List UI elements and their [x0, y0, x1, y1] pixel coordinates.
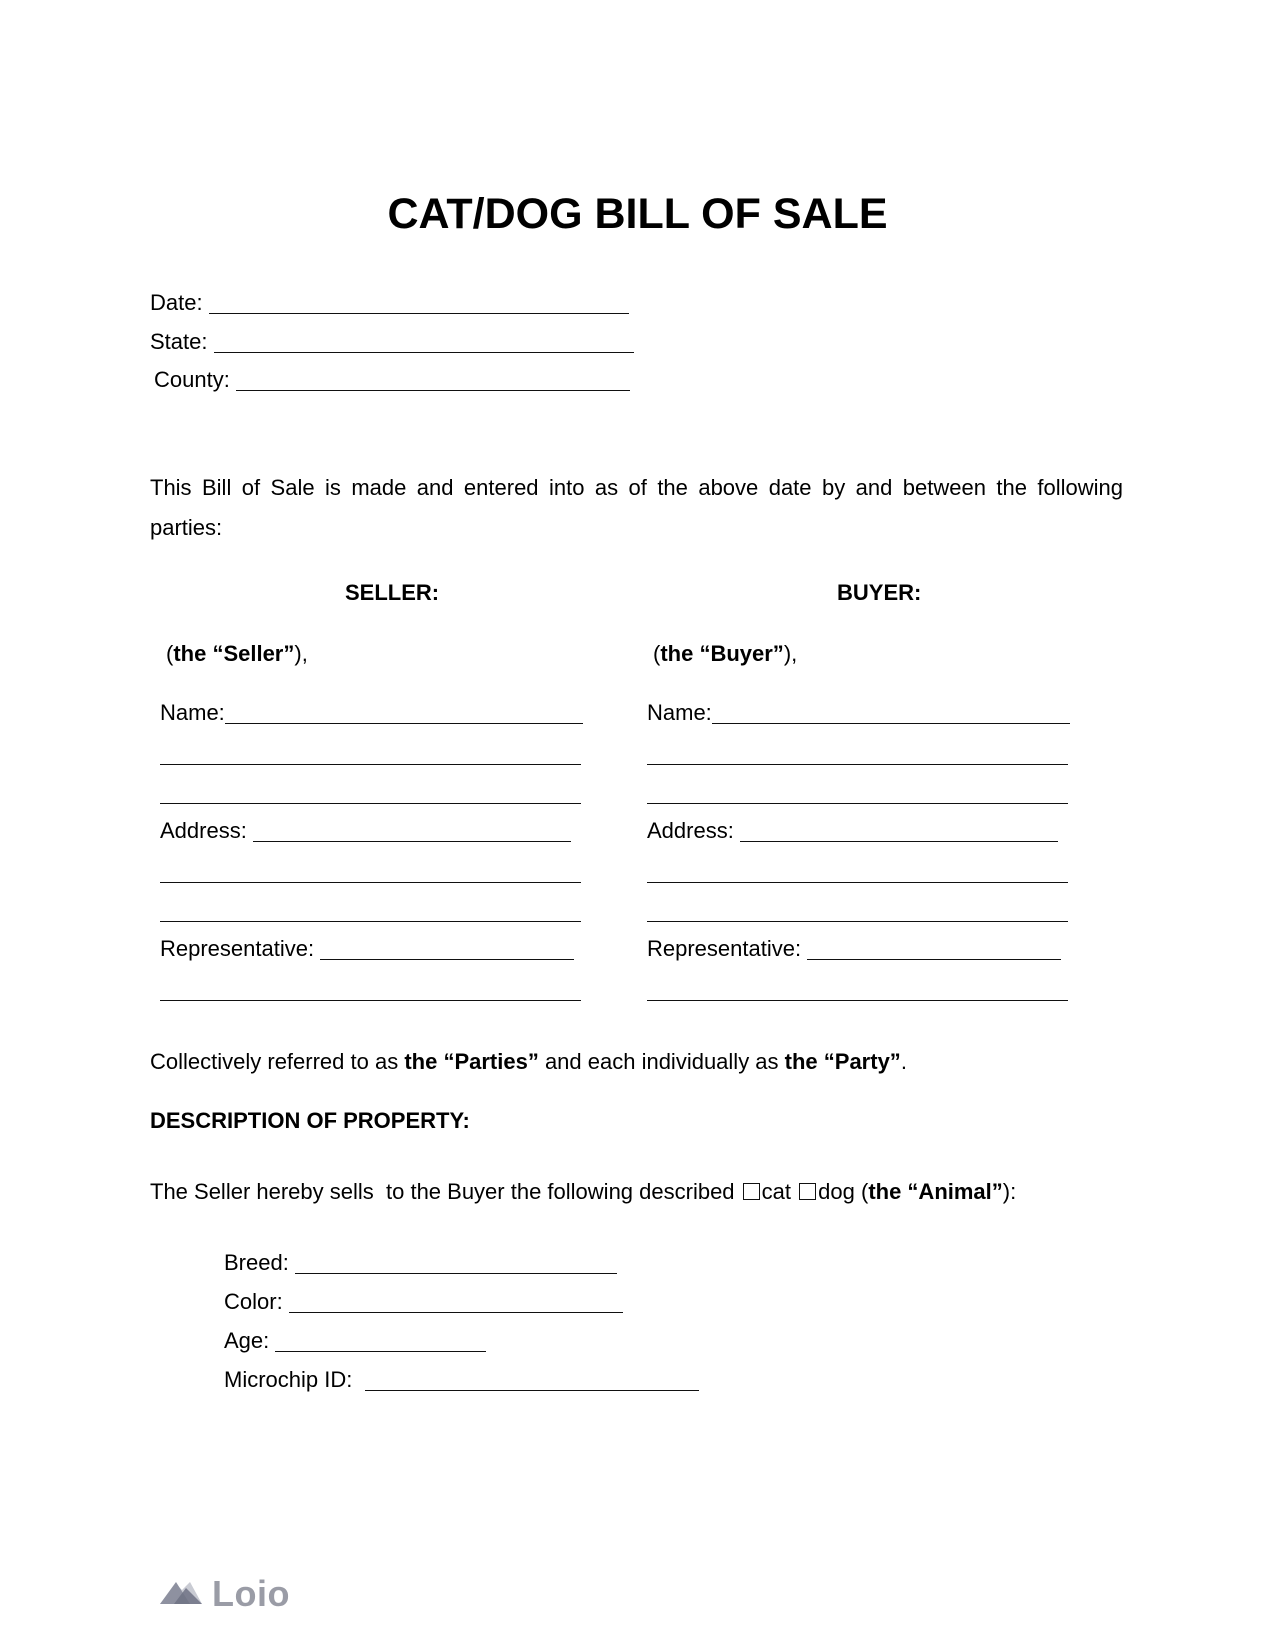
color-input-line[interactable]: [289, 1292, 623, 1313]
seller-designation-close: ),: [294, 641, 308, 666]
buyer-designation: [653, 641, 797, 667]
document-title: CAT/DOG BILL OF SALE: [387, 190, 888, 238]
date-field[interactable]: [150, 290, 629, 316]
party-term: the “Party”: [784, 1049, 901, 1074]
animal-term: the “Animal”: [868, 1179, 1003, 1204]
description-heading: DESCRIPTION OF PROPERTY:: [150, 1108, 470, 1133]
seller-address-input-line[interactable]: [253, 821, 571, 842]
seller-address-line-3[interactable]: [160, 921, 581, 922]
seller-name-field[interactable]: [160, 700, 583, 726]
buyer-address-input-line[interactable]: [740, 821, 1058, 842]
parties-text-2: and each individually as: [538, 1049, 785, 1074]
sale-text-1: The Seller hereby sells to the Buyer the following described: [150, 1179, 741, 1204]
county-label: County:: [154, 367, 236, 392]
cat-checkbox[interactable]: [743, 1183, 760, 1200]
buyer-name-field[interactable]: [647, 700, 1070, 726]
buyer-designation-open: (: [653, 641, 661, 666]
buyer-heading: BUYER:: [837, 580, 922, 605]
buyer-designation-close: ),: [783, 641, 798, 666]
logo-text: Loio: [212, 1573, 290, 1614]
color-label: Color:: [224, 1289, 289, 1314]
age-field[interactable]: [224, 1328, 486, 1354]
age-label: Age:: [224, 1328, 276, 1353]
seller-address-field[interactable]: [160, 818, 571, 844]
breed-label: Breed:: [224, 1250, 295, 1275]
microchip-label: Microchip ID:: [224, 1367, 365, 1392]
buyer-address-field[interactable]: [647, 818, 1058, 844]
state-label: State:: [150, 329, 214, 354]
buyer-designation-term: the “Buyer”: [660, 641, 784, 666]
buyer-name-line-3[interactable]: [647, 803, 1068, 804]
intro-paragraph: This Bill of Sale is made and entered into as of the above date by and between the following parties:: [150, 475, 1123, 540]
parties-text-1: Collectively referred to as: [150, 1049, 405, 1074]
seller-representative-input-line[interactable]: [320, 939, 574, 960]
seller-name-line-2[interactable]: [160, 764, 581, 765]
parties-text-3: .: [900, 1049, 907, 1074]
county-input-line[interactable]: [236, 370, 630, 391]
sale-text-3: ):: [1002, 1179, 1017, 1204]
buyer-address-line-3[interactable]: [647, 921, 1068, 922]
buyer-name-line-2[interactable]: [647, 764, 1068, 765]
parties-term: the “Parties”: [404, 1049, 539, 1074]
breed-field[interactable]: [224, 1250, 617, 1276]
buyer-representative-field[interactable]: [647, 936, 1061, 962]
sale-sentence: [150, 1179, 1016, 1205]
loio-logo: [160, 1573, 290, 1614]
seller-address-line-2[interactable]: [160, 882, 581, 883]
cat-option-label: cat: [761, 1179, 792, 1204]
mountain-logo-icon: [160, 1578, 204, 1611]
date-label: Date:: [150, 290, 209, 315]
seller-name-label: Name:: [160, 700, 225, 725]
seller-heading: SELLER:: [345, 580, 440, 605]
buyer-address-label: Address:: [647, 818, 740, 843]
age-input-line[interactable]: [275, 1331, 486, 1352]
buyer-representative-label: Representative:: [647, 936, 808, 961]
county-field[interactable]: [154, 367, 630, 393]
buyer-address-line-2[interactable]: [647, 882, 1068, 883]
buyer-representative-input-line[interactable]: [807, 939, 1061, 960]
seller-name-line-3[interactable]: [160, 803, 581, 804]
color-field[interactable]: [224, 1289, 623, 1315]
dog-checkbox[interactable]: [799, 1183, 816, 1200]
seller-address-label: Address:: [160, 818, 253, 843]
microchip-field[interactable]: [224, 1367, 699, 1393]
buyer-representative-line-2[interactable]: [647, 1000, 1068, 1001]
seller-representative-label: Representative:: [160, 936, 321, 961]
seller-designation-open: (: [166, 641, 174, 666]
sale-text-2: (: [854, 1179, 869, 1204]
seller-designation-term: the “Seller”: [173, 641, 295, 666]
date-input-line[interactable]: [209, 293, 629, 314]
breed-input-line[interactable]: [295, 1253, 617, 1274]
microchip-input-line[interactable]: [365, 1370, 699, 1391]
buyer-name-input-line[interactable]: [712, 703, 1070, 724]
seller-representative-line-2[interactable]: [160, 1000, 581, 1001]
dog-option-label: dog: [818, 1179, 855, 1204]
seller-designation: [166, 641, 308, 667]
seller-representative-field[interactable]: [160, 936, 574, 962]
seller-name-input-line[interactable]: [225, 703, 583, 724]
parties-sentence: [150, 1049, 907, 1075]
state-input-line[interactable]: [214, 332, 634, 353]
state-field[interactable]: [150, 329, 634, 355]
buyer-name-label: Name:: [647, 700, 712, 725]
